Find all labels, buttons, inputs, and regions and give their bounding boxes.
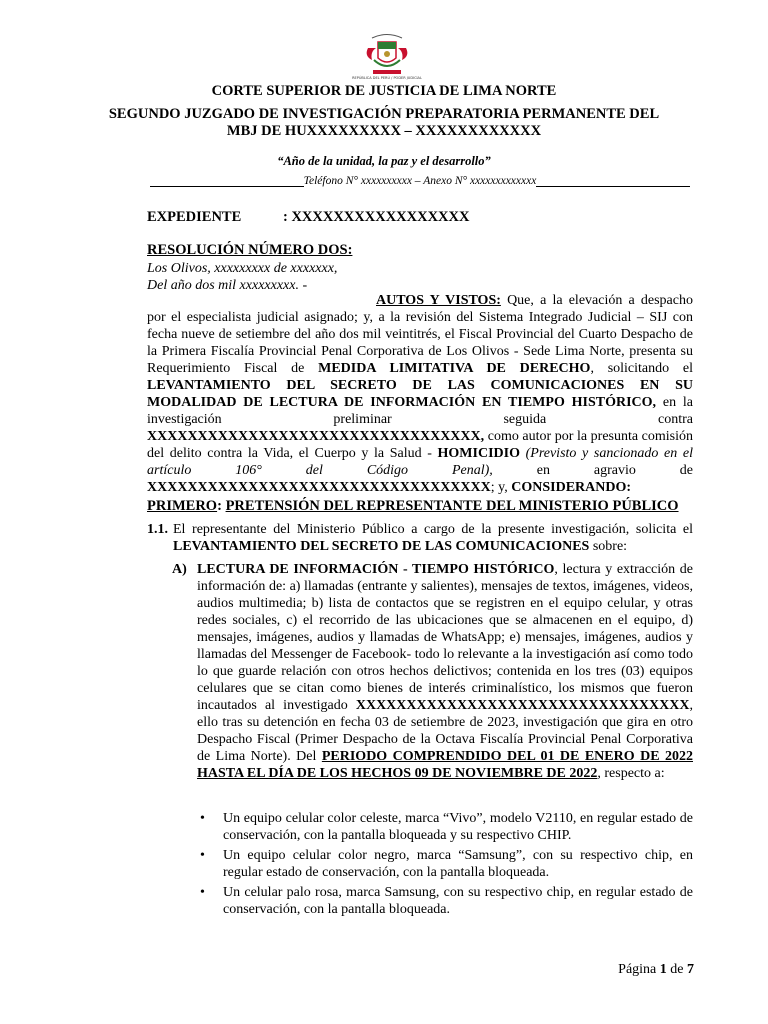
item-a-label: A) (172, 562, 187, 577)
autos-y-vistos-paragraph (147, 292, 693, 496)
list-item-text: Un equipo celular color celeste, marca “Vivo”, modelo V2110, en regular estado de conservación, con la pantalla bloqueada y su respectivo CHIP. (223, 811, 693, 843)
autos-text: ; y, (490, 480, 512, 495)
item-a-bold: XXXXXXXXXXXXXXXXXXXXXXXXXXXXXXXXX (355, 698, 690, 713)
juzgado-line-2: MBJ DE HUXXXXXXXXX – XXXXXXXXXXXX (226, 123, 542, 139)
page-total: 7 (687, 962, 694, 977)
expediente-row (147, 209, 469, 226)
item-a-bold: LECTURA DE INFORMACIÓN - TIEMPO HISTÓRICO (197, 562, 555, 577)
primero-title: PRETENSIÓN DEL REPRESENTANTE DEL MINISTERIO PÚBLICO (225, 498, 679, 514)
logo-caption: REPÚBLICA DEL PERÚ / PODER JUDICIAL (352, 76, 422, 80)
place-line-1: Los Olivos, xxxxxxxxx de xxxxxxx, (147, 261, 338, 276)
autos-text: Que, a la elevación a despacho por el especialista judicial asignado; y, a la revisión del Sistema Integrado Judicial – SIJ con fecha nueve de setiembre del año dos mil veintitrés, el Fiscal Provincial del Cuarto Despacho de la Primera Fiscalía Provincial Penal Corporativa de Los Olivos - Sede Lima Norte, presenta su Requerimiento Fiscal de (147, 293, 693, 376)
autos-bold: HOMICIDIO (437, 446, 520, 461)
list-item-text: Un celular palo rosa, marca Samsung, con su respectivo chip, en regular estado de conservación, con la pantalla bloqueada. (223, 885, 693, 917)
page-label: Página (618, 962, 660, 977)
point-text (173, 521, 693, 555)
item-a (172, 561, 693, 782)
bullet-icon: • (200, 885, 205, 900)
primero-label: PRIMERO (147, 498, 218, 514)
device-list (197, 810, 693, 921)
bullet-icon: • (200, 848, 205, 863)
court-name: CORTE SUPERIOR DE JUSTICIA DE LIMA NORTE (211, 83, 557, 99)
item-a-text (197, 561, 693, 782)
list-item (197, 884, 693, 918)
page-current: 1 (659, 962, 667, 977)
autos-bold: XXXXXXXXXXXXXXXXXXXXXXXXXXXXXXXXX, (147, 429, 485, 444)
item-a-period: PERIODO COMPRENDIDO DEL 01 DE ENERO DE 2022 HASTA EL DÍA DE LOS HECHOS 09 DE NOVIEMBRE DE 2022 (197, 749, 693, 781)
page-number (618, 962, 694, 978)
place-line-2: Del año dos mil xxxxxxxxx. - (147, 278, 308, 293)
juzgado-line-1: SEGUNDO JUZGADO DE INVESTIGACIÓN PREPARATORIA PERMANENTE DEL (108, 106, 660, 122)
autos-text: en agravio de (492, 463, 693, 478)
item-a-run: , ello tras su detención en fecha 03 de setiembre de 2023, investigación que gira en otro Despacho Fiscal (Primer Despacho de la Octava Fiscalía Provincial Penal Corporativa de Lima Norte). Del (197, 698, 693, 764)
underline-right (536, 176, 690, 187)
year-motto: “Año de la unidad, la paz y el desarrollo” (277, 154, 491, 168)
section-primero-heading (147, 498, 693, 515)
phone-line (150, 175, 690, 187)
expediente-value: : XXXXXXXXXXXXXXXXX (283, 209, 470, 225)
point-1-1 (147, 521, 693, 555)
autos-italic: (Previsto y sancionado en el artículo 106° del Código Penal), (147, 446, 693, 478)
resolucion-place-date (147, 260, 337, 294)
autos-bold: MEDIDA LIMITATIVA DE DERECHO (318, 361, 591, 376)
primero-colon: : (217, 498, 226, 514)
autos-bold: CONSIDERANDO: (511, 480, 632, 495)
list-item-text: Un equipo celular color negro, marca “Samsung”, con su respectivo chip, en regular estado de conservación, con la pantalla bloqueada. (223, 848, 693, 880)
autos-text: , solicitando el (590, 361, 693, 376)
autos-bold: LEVANTAMIENTO DEL SECRETO DE LAS COMUNICACIONES EN SU MODALIDAD DE LECTURA DE INFORMACIÓN EN TIEMPO HISTÓRICO, (147, 378, 693, 410)
point-text-run: sobre: (589, 539, 628, 554)
juzgado-name (0, 106, 768, 140)
poder-judicial-logo (352, 30, 422, 80)
list-item (197, 847, 693, 881)
point-text-run: El representante del Ministerio Público a cargo de la presente investigación, solicita el (173, 522, 693, 537)
autos-bold: XXXXXXXXXXXXXXXXXXXXXXXXXXXXXXXXXX (147, 480, 491, 495)
point-bold-run: LEVANTAMIENTO DEL SECRETO DE LAS COMUNICACIONES (173, 539, 590, 554)
resolucion-title: RESOLUCIÓN NÚMERO DOS: (147, 242, 353, 258)
item-a-run: , respecto a: (597, 766, 665, 781)
underline-left (150, 176, 304, 187)
phone-text: Teléfono N° xxxxxxxxxx – Anexo N° xxxxxxxxxxxxx (303, 175, 537, 187)
expediente-label: EXPEDIENTE (147, 209, 242, 225)
item-a-run: , lectura y extracción de información de: a) llamadas (entrante y salientes), mensajes de textos, imágenes, videos, audios multimedia; b) lista de contactos que se registren en el equipo celular, y otras redes sociales, c) el recorrido de las ubicaciones que se almacenen en el equipo, d) mensajes, imágenes, audios y llamadas de WhatsApp; e) mensajes, imágenes, audios y llamadas del Messenger de Facebook- todo lo relevante a la investigación así como todo lo que guarde relación con otros hechos delictivos; contenida en los tres (03) equipos celulares que se citan como bienes de interés criminalístico, los mismos que fueron incautados al investigado (197, 562, 693, 713)
page-sep: de (666, 962, 687, 977)
autos-text: en la investigación preliminar seguida contra (147, 395, 693, 427)
point-number: 1.1. (147, 522, 168, 537)
autos-lead: AUTOS Y VISTOS: (376, 293, 501, 308)
list-item (197, 810, 693, 844)
autos-text: como autor por la presunta comisión del delito contra la Vida, el Cuerpo y la Salud - (147, 429, 693, 461)
bullet-icon: • (200, 811, 205, 826)
